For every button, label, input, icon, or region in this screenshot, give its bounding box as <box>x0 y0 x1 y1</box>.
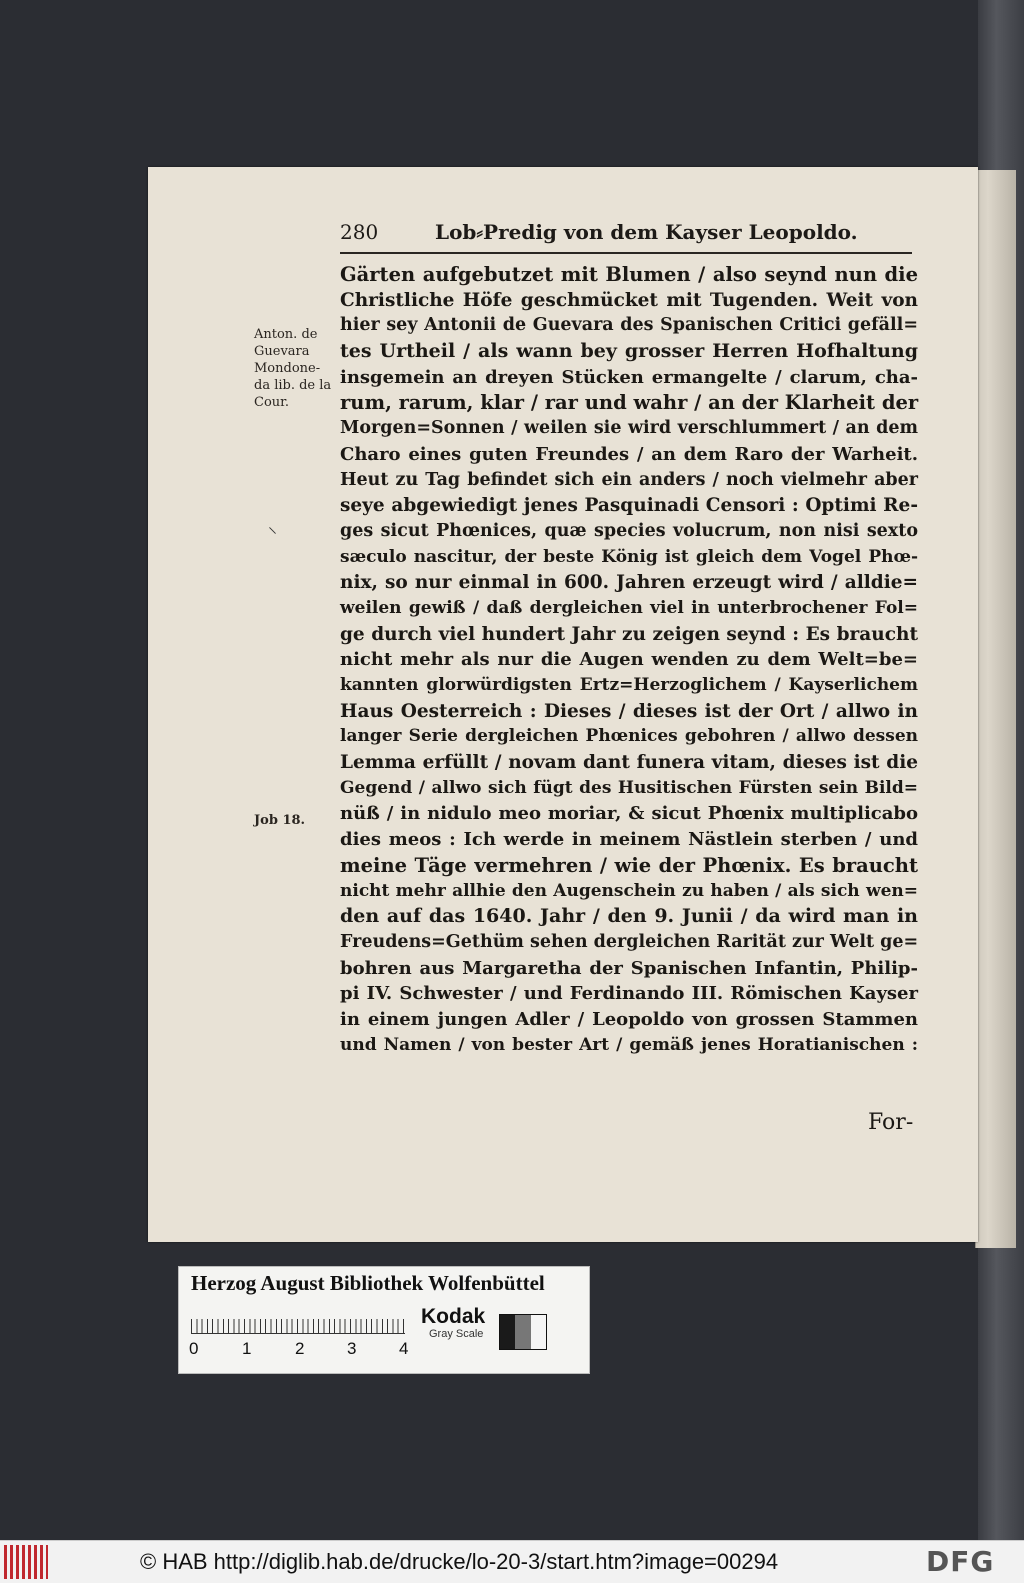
gray-swatch <box>531 1315 546 1349</box>
marginal-line: Guevara <box>254 344 310 359</box>
footer-copyright[interactable]: © HAB http://diglib.hab.de/drucke/lo-20-3/start.htm?image=00294 <box>140 1549 779 1574</box>
marginal-note-guevara <box>254 326 334 411</box>
running-head-title: Lob⸗Predig von dem Kayser Leopoldo. <box>435 220 858 244</box>
text-line: nüß / in nidulo meo moriar, & sicut Phœnix multiplicabo <box>340 803 918 825</box>
body-text <box>340 262 918 1058</box>
ruler-number: 3 <box>347 1339 357 1358</box>
catchword: For- <box>868 1110 914 1135</box>
text-line: kannten glorwürdigsten Ertz=Herzoglichem / Kayserlichem <box>340 675 918 695</box>
text-line: Lemma erfüllt / novam dant funera vitam, dieses ist die <box>340 752 918 774</box>
text-line: nicht mehr als nur die Augen wenden zu dem Welt=be= <box>340 649 918 671</box>
ruler-number: 0 <box>189 1339 199 1358</box>
kodak-logo: Kodak <box>421 1305 486 1328</box>
text-line: Morgen=Sonnen / weilen sie wird verschlummert / an dem <box>340 418 918 439</box>
text-line: pi IV. Schwester / und Ferdinando III. Römischen Kayser <box>340 983 918 1005</box>
text-line: weilen gewiß / daß dergleichen viel in unterbrochener Fol= <box>340 597 918 618</box>
text-line: und Namen / von bester Art / gemäß jenes Horatianischen : <box>340 1034 918 1055</box>
marginal-line: Job 18. <box>254 813 306 828</box>
ruler-number: 2 <box>295 1339 305 1358</box>
text-line: Freudens=Gethüm sehen dergleichen Rarität zur Welt ge= <box>340 931 919 952</box>
card-title: Herzog August Bibliothek Wolfenbüttel <box>191 1271 545 1295</box>
kodak-subtitle: Gray Scale <box>429 1328 484 1340</box>
text-line: ges sicut Phœnices, quæ species volucrum, non nisi sexto <box>340 520 918 541</box>
marginal-line: da lib. de la <box>254 378 332 393</box>
text-line: Gärten aufgebutzet mit Blumen / also seynd nun die <box>340 263 918 286</box>
ruler-number: 4 <box>399 1339 409 1358</box>
text-line: ge durch viel hundert Jahr zu zeigen seynd : Es braucht <box>340 623 918 645</box>
text-line: Charo eines guten Freundes / an dem Raro der Warheit. <box>340 443 918 465</box>
text-line: den auf das 1640. Jahr / den 9. Junii / da wird man in <box>340 905 918 928</box>
text-line: sæculo nascitur, der beste König ist gleich dem Vogel Phœ- <box>340 546 918 567</box>
marginal-note-job <box>254 812 305 829</box>
marginal-line: Anton. de <box>254 327 318 342</box>
text-line: Christliche Höfe geschmücket mit Tugenden. Weit von <box>340 289 918 311</box>
head-rule <box>340 252 912 254</box>
next-page-edge <box>975 170 1016 1248</box>
gray-swatches <box>499 1314 547 1350</box>
ruler-scale <box>191 1307 405 1334</box>
text-line: rum, rarum, klar / rar und wahr / an der Klarheit der <box>340 391 919 415</box>
color-calibration-card <box>178 1266 590 1374</box>
text-line: in einem jungen Adler / Leopoldo von grossen Stammen <box>340 1008 918 1030</box>
page-number: 280 <box>340 220 379 244</box>
text-line: Gegend / allwo sich fügt des Husitischen Fürsten sein Bild= <box>340 777 918 798</box>
text-line: meine Täge vermehren / wie der Phœnix. Es braucht <box>340 853 918 877</box>
marginal-line: Cour. <box>254 395 290 410</box>
stray-ink-mark: ⸌ <box>268 524 277 545</box>
text-line: tes Urtheil / als wann bey grosser Herren Hofhaltung <box>340 340 918 363</box>
ruler-numbers <box>187 1339 417 1361</box>
text-line: langer Serie dergleichen Phœnices gebohren / allwo dessen <box>340 726 918 747</box>
running-head <box>340 220 920 250</box>
footer-bar <box>0 1540 1024 1583</box>
gray-swatch <box>515 1315 530 1349</box>
text-line: seye abgewiedigt jenes Pasquinadi Censori : Optimi Re- <box>340 495 918 517</box>
text-line: nicht mehr allhie den Augenschein zu haben / als sich wen= <box>340 880 918 901</box>
text-line: insgemein an dreyen Stücken ermangelte / clarum, cha- <box>340 366 918 388</box>
text-line: Haus Oesterreich : Dieses / dieses ist der Ort / allwo in <box>340 700 918 722</box>
ruler-number: 1 <box>242 1339 252 1358</box>
text-line: bohren aus Margaretha der Spanischen Infantin, Philip- <box>340 957 918 979</box>
hab-logo-icon <box>4 1545 48 1579</box>
marginal-line: Mondone- <box>254 361 321 376</box>
text-line: hier sey Antonii de Guevara des Spanischen Critici gefäll= <box>340 315 918 336</box>
text-line: dies meos : Ich werde in meinem Nästlein sterben / und <box>340 829 918 851</box>
dfg-logo: DFG <box>926 1545 995 1578</box>
text-line: nix, so nur einmal in 600. Jahren erzeugt wird / alldie= <box>340 572 918 594</box>
text-line: Heut zu Tag befindet sich ein anders / noch vielmehr aber <box>340 469 918 490</box>
gray-swatch <box>500 1315 515 1349</box>
